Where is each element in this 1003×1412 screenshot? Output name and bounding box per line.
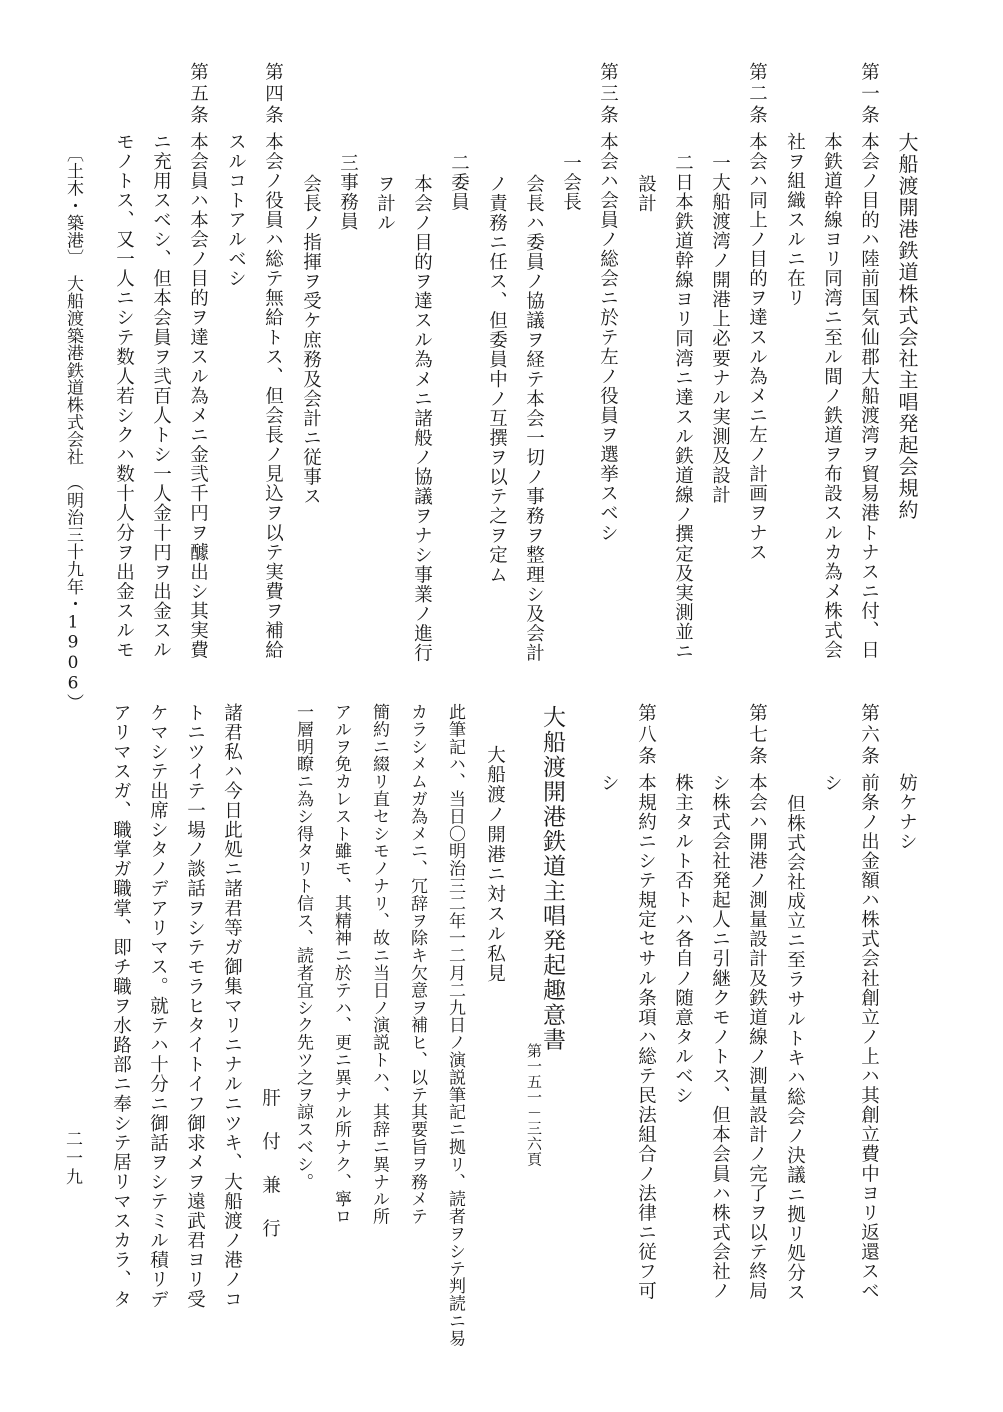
note-line-1: 此筆記ハ、当日〇明治三二年一二月二九日ノ演説筆記ニ拠リ、読者ヲシテ判読ニ易	[445, 703, 465, 1347]
note-line-5: 一層明瞭ニ為シ得タリト信ス、読者宜シク先ツ之ヲ諒スベシ。	[293, 703, 313, 1191]
article-1-label: 第一条	[858, 62, 880, 127]
article-3-line-2: 一会長	[560, 153, 582, 212]
article-7-line-2: シ株式会社発起人ニ引継クモノトス、但本会員ハ株式会社ノ	[709, 773, 731, 1301]
article-6-label: 第六条	[858, 703, 880, 768]
article-7-line-1: 本会ハ開港ノ測量設計及鉄道線ノ測量設計ノ完了ヲ以テ終局	[746, 773, 768, 1301]
article-2-line-3: 二日本鉄道幹線ヨリ同湾ニ達スル鉄道線ノ撰定及実測並ニ	[672, 153, 694, 662]
article-2-line-1: 本会ハ同上ノ目的ヲ達スル為メニ左ノ計画ヲナス	[746, 132, 768, 563]
article-1-line-2: 本鉄道幹線ヨリ同湾ニ至ル間ノ鉄道ヲ布設スルカ為メ株式会	[821, 132, 843, 660]
article-3-line-6: 本会ノ目的ヲ達スル為メニ諸般ノ協議ヲナシ事業ノ進行	[411, 174, 433, 663]
author-name: 肝 付 兼 行	[259, 1088, 281, 1239]
article-3-line-4: ノ責務ニ任ス、但委員中ノ互撰ヲ以テ之ヲ定ム	[486, 174, 508, 585]
article-3-line-3: 会長ハ委員ノ協議ヲ経テ本会一切ノ事務ヲ整理シ及会計	[523, 174, 545, 663]
article-3-line-9: 会長ノ指揮ヲ受ケ庶務及会計ニ従事ス	[300, 174, 322, 507]
note-line-3: 簡約ニ綴リ直セシモノナリ、故ニ当日ノ演説トハ、其辞ニ異ナル所	[369, 703, 389, 1225]
article-8-label: 第八条	[635, 703, 657, 768]
prospectus-page-ref: 第一五一－三六頁	[525, 1043, 543, 1167]
article-3-line-8: 三事務員	[337, 153, 359, 232]
article-8-line-2: シ	[598, 773, 620, 793]
article-1-line-3: 社ヲ組織スルニ在リ	[784, 132, 806, 308]
speech-line-4: アリマスガ、職掌ガ職掌、即チ職ヲ水路部ニ奉シテ居リマスカラ、タ	[110, 703, 132, 1310]
article-4-line-2: スルコトアルベシ	[225, 132, 247, 289]
prospectus-subtitle: 大船渡ノ開港ニ対スル私見	[484, 745, 506, 984]
regulation-title: 大船渡開港鉄道株式会社主唱発起会規約	[895, 132, 919, 521]
article-1-line-1: 本会ノ目的ハ陸前国気仙郡大船渡湾ヲ貿易港トナスニ付、日	[858, 132, 880, 660]
article-2-line-4: 設計	[635, 174, 657, 214]
article-4-line-1: 本会ノ役員ハ総テ無給トス、但会長ノ見込ヲ以テ実費ヲ補給	[262, 132, 284, 660]
speech-line-2: トニツイテ一場ノ談話ヲシテモラヒタイトイフ御求メヲ遠武君ヨリ受	[184, 703, 206, 1310]
article-4-label: 第四条	[262, 62, 284, 127]
article-3-label: 第三条	[597, 62, 619, 127]
article-2-label: 第二条	[746, 62, 768, 127]
article-3-line-5: 二委員	[448, 153, 470, 212]
article-5-line-3: モノトス、又一人ニシテ数人若シクハ数十人分ヲ出金スルモ	[113, 132, 135, 660]
source-citation: 〔土木・築港〕 大船渡築港鉄道株式会社 （明治三十九年・1906）	[63, 145, 83, 711]
article-5-line-1: 本会員ハ本会ノ目的ヲ達スル為メニ金弐千円ヲ醵出シ其実費	[187, 132, 209, 660]
article-8-line-1: 本規約ニシテ規定セサル条項ハ総テ民法組合ノ法律ニ従フ可	[635, 773, 657, 1301]
article-5-line-2: ニ充用スベシ、但本会員ヲ弐百人トシ一人金十円ヲ出金スル	[150, 132, 172, 660]
note-line-4: アルヲ免カレスト雖モ、其精神ニ於テハ、更ニ異ナル所ナク、寧ロ	[331, 703, 351, 1225]
article-7-label: 第七条	[746, 703, 768, 768]
article-5-label: 第五条	[187, 62, 209, 127]
article-2-line-2: 一大船渡湾ノ開港上必要ナル実測及設計	[709, 153, 731, 505]
note-line-2: カラシメムガ為メニ、冗辞ヲ除キ欠意ヲ補ヒ、以テ其要旨ヲ務メテ	[407, 703, 427, 1225]
article-6-line-2: シ	[821, 773, 843, 793]
continuation-text: 妨ケナシ	[896, 773, 918, 852]
article-6-line-3: 但株式会社成立ニ至ラサルトキハ総会ノ決議ニ拠リ処分ス	[784, 794, 806, 1303]
article-6-line-1: 前条ノ出金額ハ株式会社創立ノ上ハ其創立費中ヨリ返還スベ	[858, 773, 880, 1301]
page-number: 二一九	[62, 1130, 82, 1187]
article-7-line-3: 株主タルト否トハ各自ノ随意タルベシ	[672, 773, 694, 1106]
article-3-line-1: 本会ハ会員ノ総会ニ於テ左ノ役員ヲ選挙スベシ	[597, 132, 619, 543]
prospectus-title: 大船渡開港鉄道主唱発起趣意書	[539, 705, 565, 1053]
speech-line-3: ケマシテ出席シタノデアリマス。就テハ十分ニ御話ヲシテミル積リデ	[147, 703, 169, 1310]
speech-line-1: 諸君私ハ今日此処ニ諸君等ガ御集マリニナルニツキ、大船渡ノ港ノコ	[221, 703, 243, 1310]
article-3-line-7: ヲ計ル	[374, 174, 396, 233]
